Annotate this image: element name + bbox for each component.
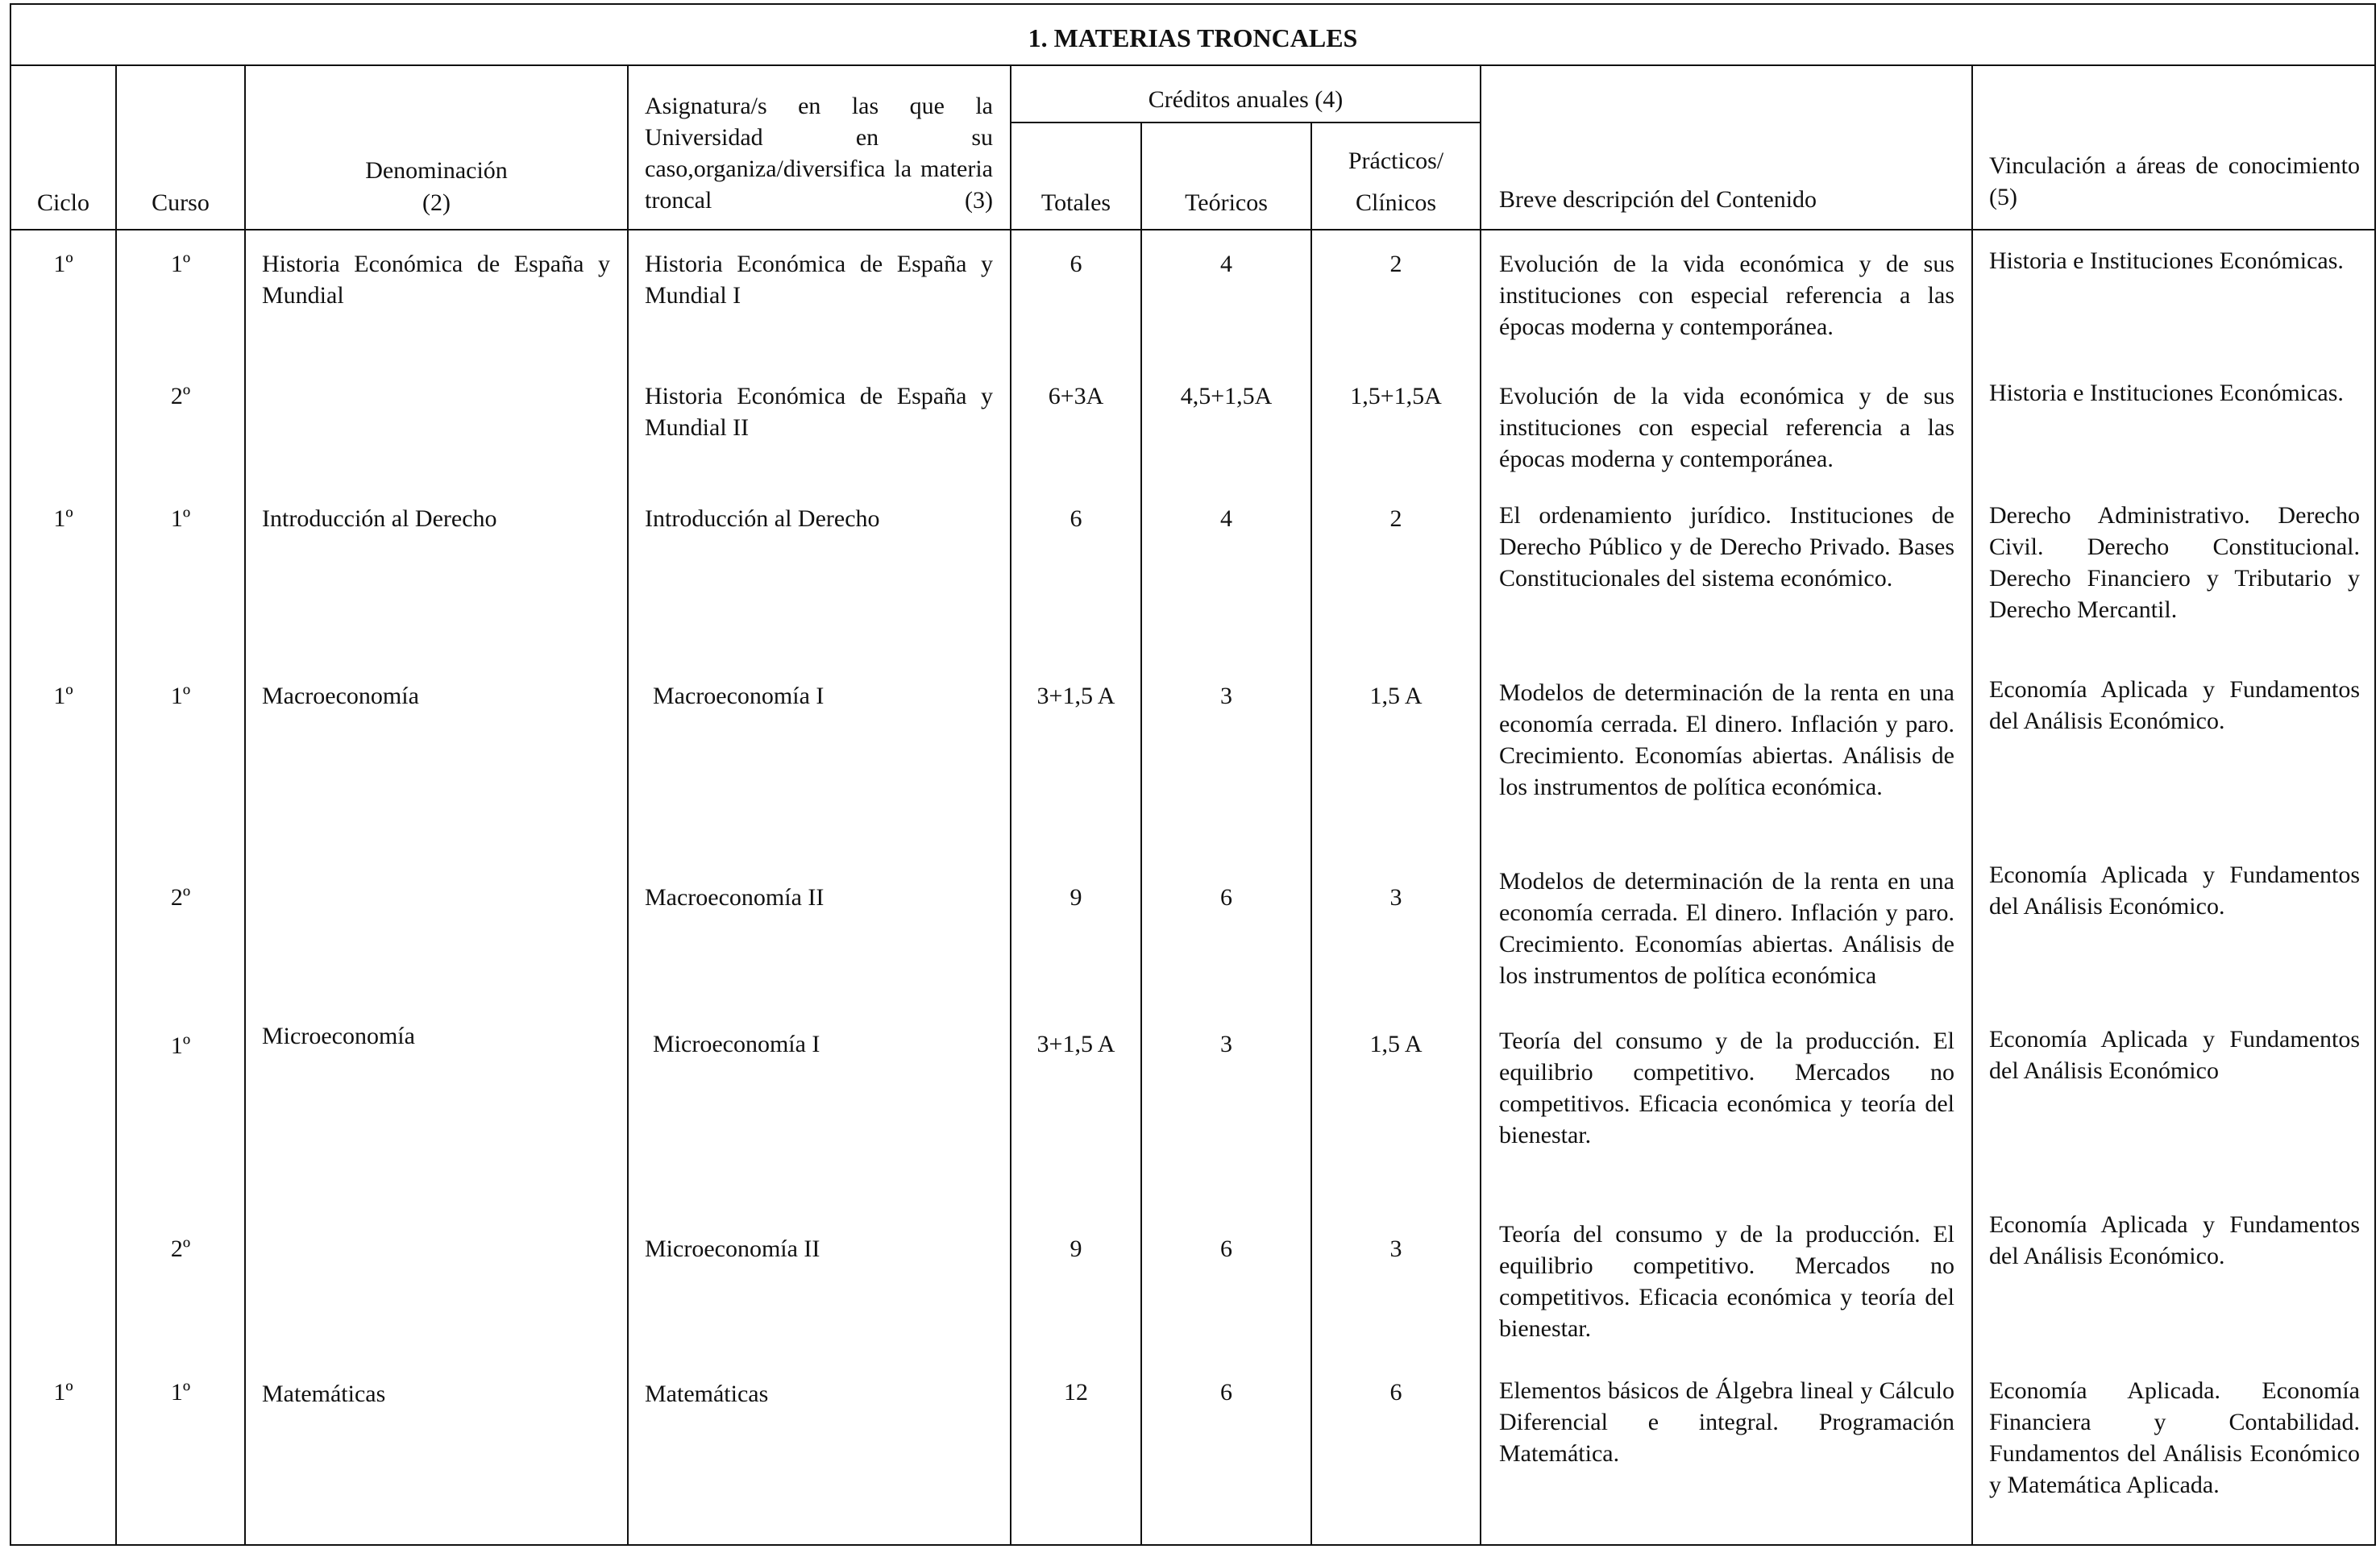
cell-denominacion: Introducción al Derecho bbox=[262, 505, 497, 532]
cell-totales: 12 bbox=[1064, 1379, 1088, 1406]
title-divider bbox=[10, 64, 2376, 66]
cell-teoricos: 4,5+1,5A bbox=[1180, 383, 1273, 409]
cell-practicos: 1,5+1,5A bbox=[1350, 383, 1442, 409]
cell-curso: 1º bbox=[170, 505, 191, 532]
col-divider-practicos bbox=[1480, 64, 1481, 1546]
cell-totales: 3+1,5 A bbox=[1036, 1031, 1115, 1057]
cell-vinculacion: Economía Aplicada y Fundamentos del Análisis Económico. bbox=[1989, 676, 2360, 734]
cell-teoricos: 6 bbox=[1220, 884, 1232, 911]
header-ciclo: Ciclo bbox=[37, 189, 89, 216]
header-divider bbox=[10, 229, 2376, 230]
cell-totales: 6 bbox=[1070, 251, 1082, 277]
header-practicos-line2: Clínicos bbox=[1355, 189, 1436, 216]
cell-descripcion: Teoría del consumo y de la producción. El equilibrio competitivo. Mercados no competitivos. Eficacia económica y teoría del bienestar. bbox=[1499, 1028, 1954, 1148]
col-divider-curso bbox=[244, 64, 246, 1546]
cell-curso: 1º bbox=[170, 1032, 191, 1059]
cell-denominacion: Macroeconomía bbox=[262, 683, 419, 709]
cell-teoricos: 4 bbox=[1220, 251, 1232, 277]
cell-asignatura: Macroeconomía II bbox=[645, 884, 824, 911]
cell-asignatura: Historia Económica de España y Mundial I bbox=[645, 251, 993, 309]
cell-denominacion: Microeconomía bbox=[262, 1023, 415, 1049]
cell-vinculacion: Economía Aplicada y Fundamentos del Análisis Económico. bbox=[1989, 1211, 2360, 1269]
cell-practicos: 1,5 A bbox=[1369, 1031, 1423, 1057]
cell-descripcion: Evolución de la vida económica y de sus instituciones con especial referencia a las épocas moderna y contemporánea. bbox=[1499, 251, 1954, 340]
cell-vinculacion: Derecho Administrativo. Derecho Civil. Derecho Constitucional. Derecho Financiero y Tributario y Derecho Mercantil. bbox=[1989, 502, 2360, 623]
cell-practicos: 3 bbox=[1389, 884, 1402, 911]
cell-teoricos: 3 bbox=[1220, 683, 1232, 709]
header-teoricos: Teóricos bbox=[1185, 189, 1268, 216]
header-creditos: Créditos anuales (4) bbox=[1148, 86, 1344, 113]
cell-totales: 9 bbox=[1070, 1235, 1082, 1262]
cell-teoricos: 3 bbox=[1220, 1031, 1232, 1057]
header-descripcion: Breve descripción del Contenido bbox=[1499, 186, 1817, 213]
cell-practicos: 2 bbox=[1389, 251, 1402, 277]
table-border-right bbox=[2374, 3, 2376, 1546]
header-curso: Curso bbox=[152, 189, 210, 216]
col-divider-denominacion bbox=[627, 64, 629, 1546]
cell-teoricos: 6 bbox=[1220, 1379, 1232, 1406]
cell-teoricos: 6 bbox=[1220, 1235, 1232, 1262]
cell-asignatura: Historia Económica de España y Mundial II bbox=[645, 383, 993, 441]
col-divider-asignatura bbox=[1010, 64, 1011, 1546]
col-divider-totales bbox=[1140, 122, 1142, 1546]
col-divider-descripcion bbox=[1971, 64, 1973, 1546]
cell-descripcion: Teoría del consumo y de la producción. El equilibrio competitivo. Mercados no competitivos. Eficacia económica y teoría del bienestar. bbox=[1499, 1221, 1954, 1342]
table-border-left bbox=[10, 3, 11, 1546]
header-vinculacion: Vinculación a áreas de conocimiento (5) bbox=[1989, 152, 2360, 210]
cell-teoricos: 4 bbox=[1220, 505, 1232, 532]
cell-descripcion: Elementos básicos de Álgebra lineal y Cálculo Diferencial e integral. Programación Matemática. bbox=[1499, 1377, 1954, 1467]
cell-curso: 1º bbox=[170, 683, 191, 709]
table-title: 1. MATERIAS TRONCALES bbox=[1028, 23, 1358, 52]
cell-ciclo: 1º bbox=[53, 251, 73, 277]
cell-curso: 1º bbox=[170, 251, 191, 277]
cell-practicos: 6 bbox=[1389, 1379, 1402, 1406]
cell-ciclo: 1º bbox=[53, 683, 73, 709]
cell-vinculacion: Economía Aplicada. Economía Financiera y Contabilidad. Fundamentos del Análisis Económico y Matemática Aplicada. bbox=[1989, 1377, 2360, 1498]
header-asignatura: Asignatura/s en las que la Universidad en su caso,organiza/diversifica la materia troncal (3) bbox=[645, 93, 993, 214]
cell-curso: 2º bbox=[170, 383, 191, 409]
cell-totales: 6+3A bbox=[1048, 383, 1104, 409]
cell-denominacion: Matemáticas bbox=[262, 1381, 386, 1407]
cell-asignatura: Introducción al Derecho bbox=[645, 505, 880, 532]
header-denominacion: Denominación bbox=[365, 157, 508, 184]
cell-vinculacion: Economía Aplicada y Fundamentos del Análisis Económico bbox=[1989, 1026, 2360, 1084]
cell-totales: 9 bbox=[1070, 884, 1082, 911]
cell-ciclo: 1º bbox=[53, 1379, 73, 1406]
cell-asignatura: Matemáticas bbox=[645, 1381, 769, 1407]
cell-practicos: 1,5 A bbox=[1369, 683, 1423, 709]
header-practicos-line1: Prácticos/ bbox=[1348, 147, 1444, 174]
header-denominacion-ref: (2) bbox=[422, 189, 451, 216]
cell-denominacion: Historia Económica de España y Mundial bbox=[262, 251, 610, 309]
col-divider-ciclo bbox=[115, 64, 117, 1546]
cell-totales: 3+1,5 A bbox=[1036, 683, 1115, 709]
cell-descripcion: El ordenamiento jurídico. Instituciones de Derecho Público y de Derecho Privado. Bases Constitucionales del sistema económico. bbox=[1499, 502, 1954, 592]
table-border-top bbox=[10, 3, 2376, 5]
cell-descripcion: Evolución de la vida económica y de sus instituciones con especial referencia a las épocas moderna y contemporánea. bbox=[1499, 383, 1954, 472]
cell-vinculacion: Historia e Instituciones Económicas. bbox=[1989, 380, 2344, 406]
cell-vinculacion: Economía Aplicada y Fundamentos del Análisis Económico. bbox=[1989, 862, 2360, 920]
credits-divider bbox=[1010, 122, 1480, 123]
cell-practicos: 3 bbox=[1389, 1235, 1402, 1262]
cell-asignatura: Microeconomía II bbox=[645, 1235, 820, 1262]
header-totales: Totales bbox=[1040, 189, 1111, 216]
cell-descripcion: Modelos de determinación de la renta en una economía cerrada. El dinero. Inflación y paro. Crecimiento. Economías abiertas. Análisis de los instrumentos de política económica bbox=[1499, 868, 1954, 989]
cell-asignatura: Macroeconomía I bbox=[653, 683, 824, 709]
cell-ciclo: 1º bbox=[53, 505, 73, 532]
cell-practicos: 2 bbox=[1389, 505, 1402, 532]
cell-descripcion: Modelos de determinación de la renta en una economía cerrada. El dinero. Inflación y paro. Crecimiento. Economías abiertas. Análisis de los instrumentos de política económica. bbox=[1499, 679, 1954, 800]
col-divider-teoricos bbox=[1310, 122, 1312, 1546]
cell-curso: 2º bbox=[170, 1235, 191, 1262]
cell-curso: 1º bbox=[170, 1379, 191, 1406]
cell-totales: 6 bbox=[1070, 505, 1082, 532]
cell-asignatura: Microeconomía I bbox=[653, 1031, 820, 1057]
cell-vinculacion: Historia e Instituciones Económicas. bbox=[1989, 247, 2344, 274]
cell-curso: 2º bbox=[170, 884, 191, 911]
table-border-bottom bbox=[10, 1544, 2376, 1546]
